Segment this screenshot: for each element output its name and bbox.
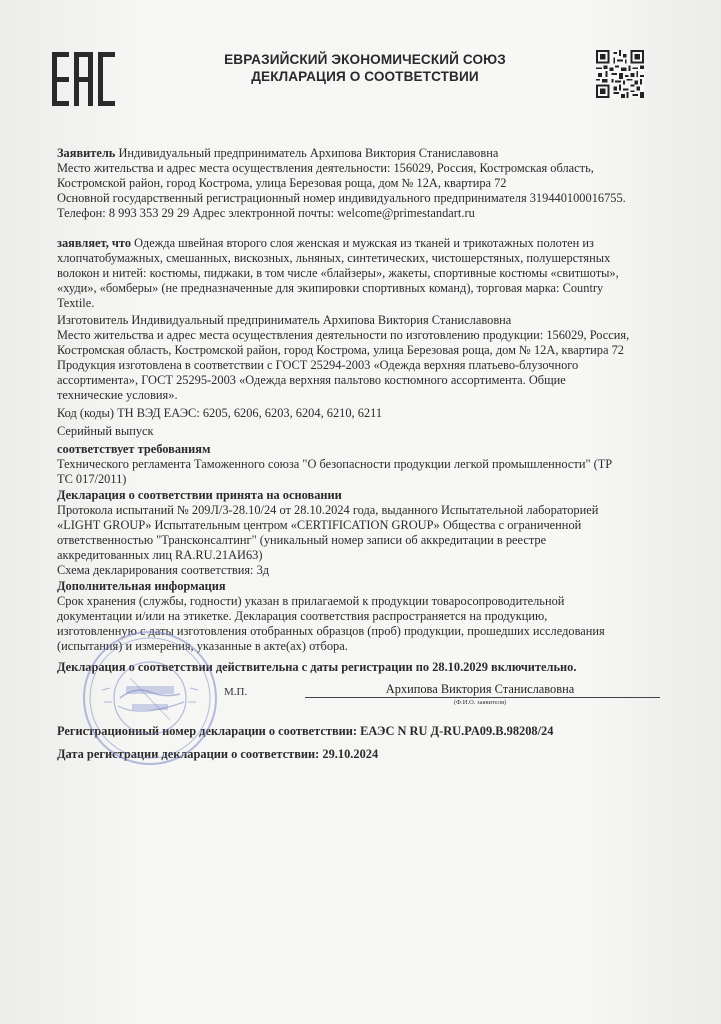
- round-seal-stamp: [80, 628, 220, 768]
- protocol-line-1: Протокола испытаний № 209Л/3-28.10/24 от 28.10.2024 года, выданного Испытательной лабораторией: [57, 503, 599, 517]
- protocol-line-3: ответственностью "Трансконсалтинг" (уникальный номер записи об аккредитации в реестре: [57, 533, 547, 547]
- basis-label: Декларация о соответствии принята на основании: [57, 488, 342, 502]
- manufacturer-address-2: Костромская область, Костромской район, город Кострома, улица Березовая роща, дом № 12А, квартира 72: [57, 343, 624, 357]
- signatory-name: Архипова Виктория Станиславовна: [385, 682, 575, 696]
- protocol-line-2: «LIGHT GROUP» Испытательным центром «CERTIFICATION GROUP» Общества с ограниченной: [57, 518, 582, 532]
- protocol-line-4: аккредитованных лиц RA.RU.21АИ63): [57, 548, 263, 562]
- applicant-label: Заявитель: [57, 146, 116, 160]
- product-line-5: Textile.: [57, 296, 95, 310]
- conforms-section: [57, 442, 662, 487]
- signature-line: [305, 697, 660, 698]
- conforms-label: соответствует требованиям: [57, 442, 211, 456]
- manufacturer-name: Изготовитель Индивидуальный предприниматель Архипова Виктория Станиславовна: [57, 313, 512, 327]
- product-line-1: Одежда швейная второго слоя женская и мужская из тканей и трикотажных полотен из: [131, 236, 594, 250]
- regulation-line-2: ТС 017/2011): [57, 472, 127, 486]
- additional-label: Дополнительная информация: [57, 579, 226, 593]
- additional-line-4: (испытания) и измерения, указанные в акте(ах) отбора.: [57, 639, 348, 653]
- applicant-section: [57, 146, 662, 221]
- additional-line-3: изготовленную с даты изготовления отобранных образцов (проб) продукции, прошедших исследования: [57, 624, 605, 638]
- additional-line-1: Срок хранения (службы, годности) указан в прилагаемой к продукции товаросопроводительной: [57, 594, 565, 608]
- serial-release: Серийный выпуск: [57, 424, 154, 438]
- applicant-address-2: Костромской район, город Кострома, улица Березовая роща, дом № 12А, квартира 72: [57, 176, 507, 190]
- product-line-4: «худи», «бомберы» (не предназначенные для экипировки спортивных команд), торговая марка: Country: [57, 281, 604, 295]
- product-line-2: хлопчатобумажных, смешанных, вискозных, льняных, синтетических, чистошерстяных, полушерстяных: [57, 251, 611, 265]
- manufacturer-gost-1: Продукция изготовлена в соответствии с ГОСТ 25294-2003 «Одежда верхняя платьево-блузочного: [57, 358, 579, 372]
- manufacturer-section: [57, 313, 662, 403]
- applicant-ogrnip: Основной государственный регистрационный номер индивидуального предпринимателя 319440100016755.: [57, 191, 626, 205]
- eac-logo: [52, 50, 116, 108]
- additional-line-2: документации и/или на этикетке. Декларация соответствия распространяется на продукцию,: [57, 609, 548, 623]
- applicant-name: Индивидуальный предприниматель Архипова Виктория Станиславовна: [115, 146, 499, 160]
- stamp-place-label: М.П.: [224, 686, 248, 698]
- header-union-title: ЕВРАЗИЙСКИЙ ЭКОНОМИЧЕСКИЙ СОЮЗ: [224, 52, 506, 67]
- registration-date: Дата регистрации декларации о соответствии: 29.10.2024: [57, 747, 379, 761]
- product-line-3: волокон и нитей: костюмы, пиджаки, в том числе «блайзеры», жакеты, спортивные костюмы «свитшоты»,: [57, 266, 619, 280]
- applicant-contacts: Телефон: 8 993 353 29 29 Адрес электронной почты: welcome@primestandart.ru: [57, 206, 475, 220]
- applicant-address-1: Место жительства и адрес места осуществления деятельности: 156029, Россия, Костромская область,: [57, 161, 594, 175]
- manufacturer-address-1: Место жительства и адрес места осуществления деятельности по изготовлению продукции: 156029, Россия,: [57, 328, 630, 342]
- basis-section: [57, 488, 662, 578]
- codes-section: [57, 406, 662, 439]
- regulation-line-1: Технического регламента Таможенного союза "О безопасности продукции легкой промышленности" (ТР: [57, 457, 613, 471]
- declares-section: [57, 236, 662, 311]
- manufacturer-gost-2: ассортимента», ГОСТ 25295-2003 «Одежда верхняя пальтово костюмного ассортимента. Общие: [57, 373, 566, 387]
- tnved-codes: Код (коды) ТН ВЭД ЕАЭС: 6205, 6206, 6203, 6204, 6210, 6211: [57, 406, 383, 420]
- registration-number: Регистрационный номер декларации о соответствии: ЕАЭС N RU Д-RU.PA09.B.98208/24: [57, 724, 554, 738]
- signatory-caption: (Ф.И.О. заявителя): [453, 699, 507, 706]
- declaration-scheme: Схема декларирования соответствия: 3д: [57, 563, 270, 577]
- qr-code-icon: [596, 50, 644, 98]
- header-declaration-title: ДЕКЛАРАЦИЯ О СООТВЕТСТВИИ: [251, 69, 479, 84]
- declares-label: заявляет, что: [57, 236, 132, 250]
- validity-period: Декларация о соответствии действительна с даты регистрации по 28.10.2029 включительно.: [57, 660, 577, 674]
- manufacturer-gost-3: технические условия».: [57, 388, 178, 402]
